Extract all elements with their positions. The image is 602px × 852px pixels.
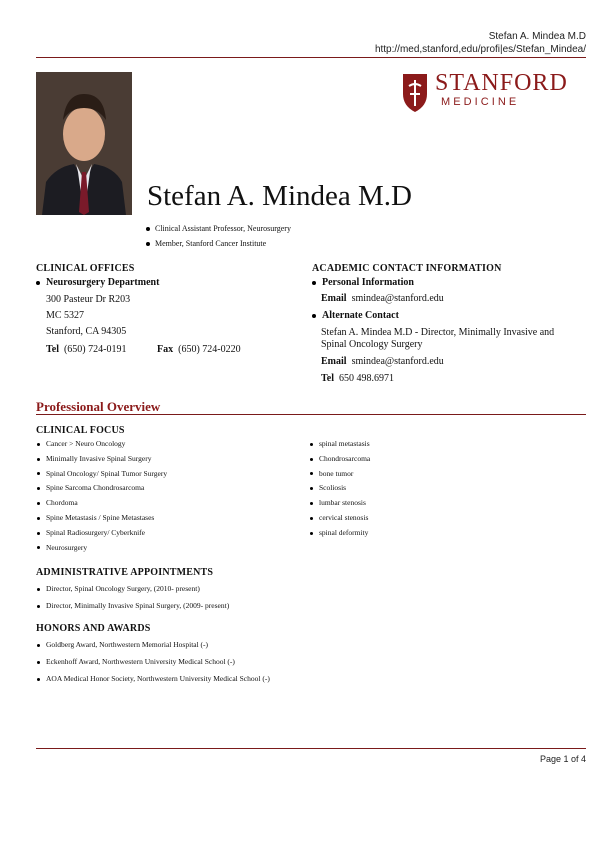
bullet-icon bbox=[37, 487, 40, 490]
address-line: 300 Pasteur Dr R203 bbox=[46, 294, 131, 305]
alternate-contact-label: Alternate Contact bbox=[312, 310, 399, 321]
bullet-icon bbox=[37, 443, 40, 446]
alternate-contact-role: Spinal Oncology Surgery bbox=[321, 339, 423, 350]
focus-item: Scoliosis bbox=[310, 483, 346, 492]
focus-item: Spine Sarcoma Chondrosarcoma bbox=[37, 483, 144, 492]
focus-item: Chondrosarcoma bbox=[310, 454, 370, 463]
focus-item: Minimally Invasive Spinal Surgery bbox=[37, 454, 151, 463]
bullet-icon bbox=[310, 502, 313, 505]
bullet-icon bbox=[37, 588, 40, 591]
page-url: http://med,stanford,edu/profi|es/Stefan_Mindea/ bbox=[374, 44, 586, 55]
bullet-icon bbox=[310, 487, 313, 490]
focus-item: lumbar stenosis bbox=[310, 498, 366, 507]
focus-item: Spinal Oncology/ Spinal Tumor Surgery bbox=[37, 469, 167, 478]
focus-item: Neurosurgery bbox=[37, 543, 87, 552]
clinical-offices-heading: CLINICAL OFFICES bbox=[36, 263, 135, 274]
clinical-focus-heading: CLINICAL FOCUS bbox=[36, 425, 125, 436]
address-line: Stanford, CA 94305 bbox=[46, 326, 127, 337]
list-item: Director, Spinal Oncology Surgery, (2010- present) bbox=[37, 584, 200, 593]
focus-item: bone tumor bbox=[310, 469, 353, 478]
list-item: Goldberg Award, Northwestern Memorial Hospital (-) bbox=[37, 640, 208, 649]
personal-info-label: Personal Information bbox=[312, 277, 414, 288]
profile-name: Stefan A. Mindea M.D bbox=[147, 180, 412, 212]
office-fax: Fax (650) 724-0220 bbox=[157, 344, 241, 355]
overview-divider bbox=[36, 414, 586, 415]
document-title: Stefan A. Mindea M.D bbox=[488, 31, 586, 42]
address-line: MC 5327 bbox=[46, 310, 85, 321]
bullet-icon bbox=[312, 314, 316, 318]
bullet-icon bbox=[37, 472, 40, 475]
focus-item: Cancer > Neuro Oncology bbox=[37, 439, 125, 448]
bullet-icon bbox=[146, 242, 150, 246]
bullet-icon bbox=[310, 472, 313, 475]
department-name: Neurosurgery Department bbox=[36, 277, 159, 288]
professional-overview-title: Professional Overview bbox=[36, 399, 161, 414]
personal-email: Email smindea@stanford.edu bbox=[321, 293, 444, 304]
alternate-phone: Tel 650 498.6971 bbox=[321, 373, 394, 384]
focus-item: Spinal Radiosurgery/ Cyberknife bbox=[37, 528, 145, 537]
bullet-icon bbox=[310, 458, 313, 461]
appointments-heading: ADMINISTRATIVE APPOINTMENTS bbox=[36, 567, 214, 578]
bullet-icon bbox=[37, 546, 40, 549]
logo-wordmark: STANFORD bbox=[435, 70, 568, 96]
academic-contact-heading: ACADEMIC CONTACT INFORMATION bbox=[312, 263, 502, 274]
focus-item: spinal metastasis bbox=[310, 439, 370, 448]
bullet-icon bbox=[312, 281, 316, 285]
office-phone: Tel (650) 724-0191 bbox=[46, 344, 127, 355]
awards-heading: HONORS AND AWARDS bbox=[36, 623, 151, 634]
bullet-icon bbox=[37, 517, 40, 520]
page-number: Page 1 of 4 bbox=[539, 754, 586, 764]
header-divider bbox=[36, 57, 586, 58]
focus-item: spinal deformity bbox=[310, 528, 368, 537]
bullet-icon bbox=[37, 502, 40, 505]
list-item: Director, Minimally Invasive Spinal Surgery, (2009- present) bbox=[37, 601, 229, 610]
list-item: Eckenhoff Award, Northwestern University Medical School (-) bbox=[37, 657, 235, 666]
email-link[interactable]: smindea@stanford.edu bbox=[351, 356, 444, 367]
bullet-icon bbox=[37, 644, 40, 647]
stanford-medicine-logo bbox=[401, 72, 583, 112]
focus-item: Spine Metastasis / Spine Metastases bbox=[37, 513, 154, 522]
bullet-icon bbox=[36, 281, 40, 285]
footer-divider bbox=[36, 748, 586, 749]
logo-subtitle: M E D I C I N E bbox=[441, 96, 517, 108]
alternate-contact-name: Stefan A. Mindea M.D - Director, Minimally Invasive and bbox=[321, 327, 555, 338]
bullet-icon bbox=[310, 532, 313, 535]
alternate-email: Email smindea@stanford.edu bbox=[321, 356, 444, 367]
bullet-icon bbox=[146, 227, 150, 231]
bullet-icon bbox=[310, 517, 313, 520]
bullet-icon bbox=[310, 443, 313, 446]
bullet-icon bbox=[37, 661, 40, 664]
title-item: Clinical Assistant Professor, Neurosurgery bbox=[146, 224, 291, 233]
bullet-icon bbox=[37, 605, 40, 608]
list-item: AOA Medical Honor Society, Northwestern University Medical School (-) bbox=[37, 674, 270, 683]
title-item: Member, Stanford Cancer Institute bbox=[146, 239, 266, 248]
focus-item: cervical stenosis bbox=[310, 513, 368, 522]
bullet-icon bbox=[37, 678, 40, 681]
bullet-icon bbox=[37, 532, 40, 535]
profile-photo bbox=[36, 72, 132, 215]
bullet-icon bbox=[37, 458, 40, 461]
email-link[interactable]: smindea@stanford.edu bbox=[351, 293, 444, 304]
focus-item: Chordoma bbox=[37, 498, 78, 507]
